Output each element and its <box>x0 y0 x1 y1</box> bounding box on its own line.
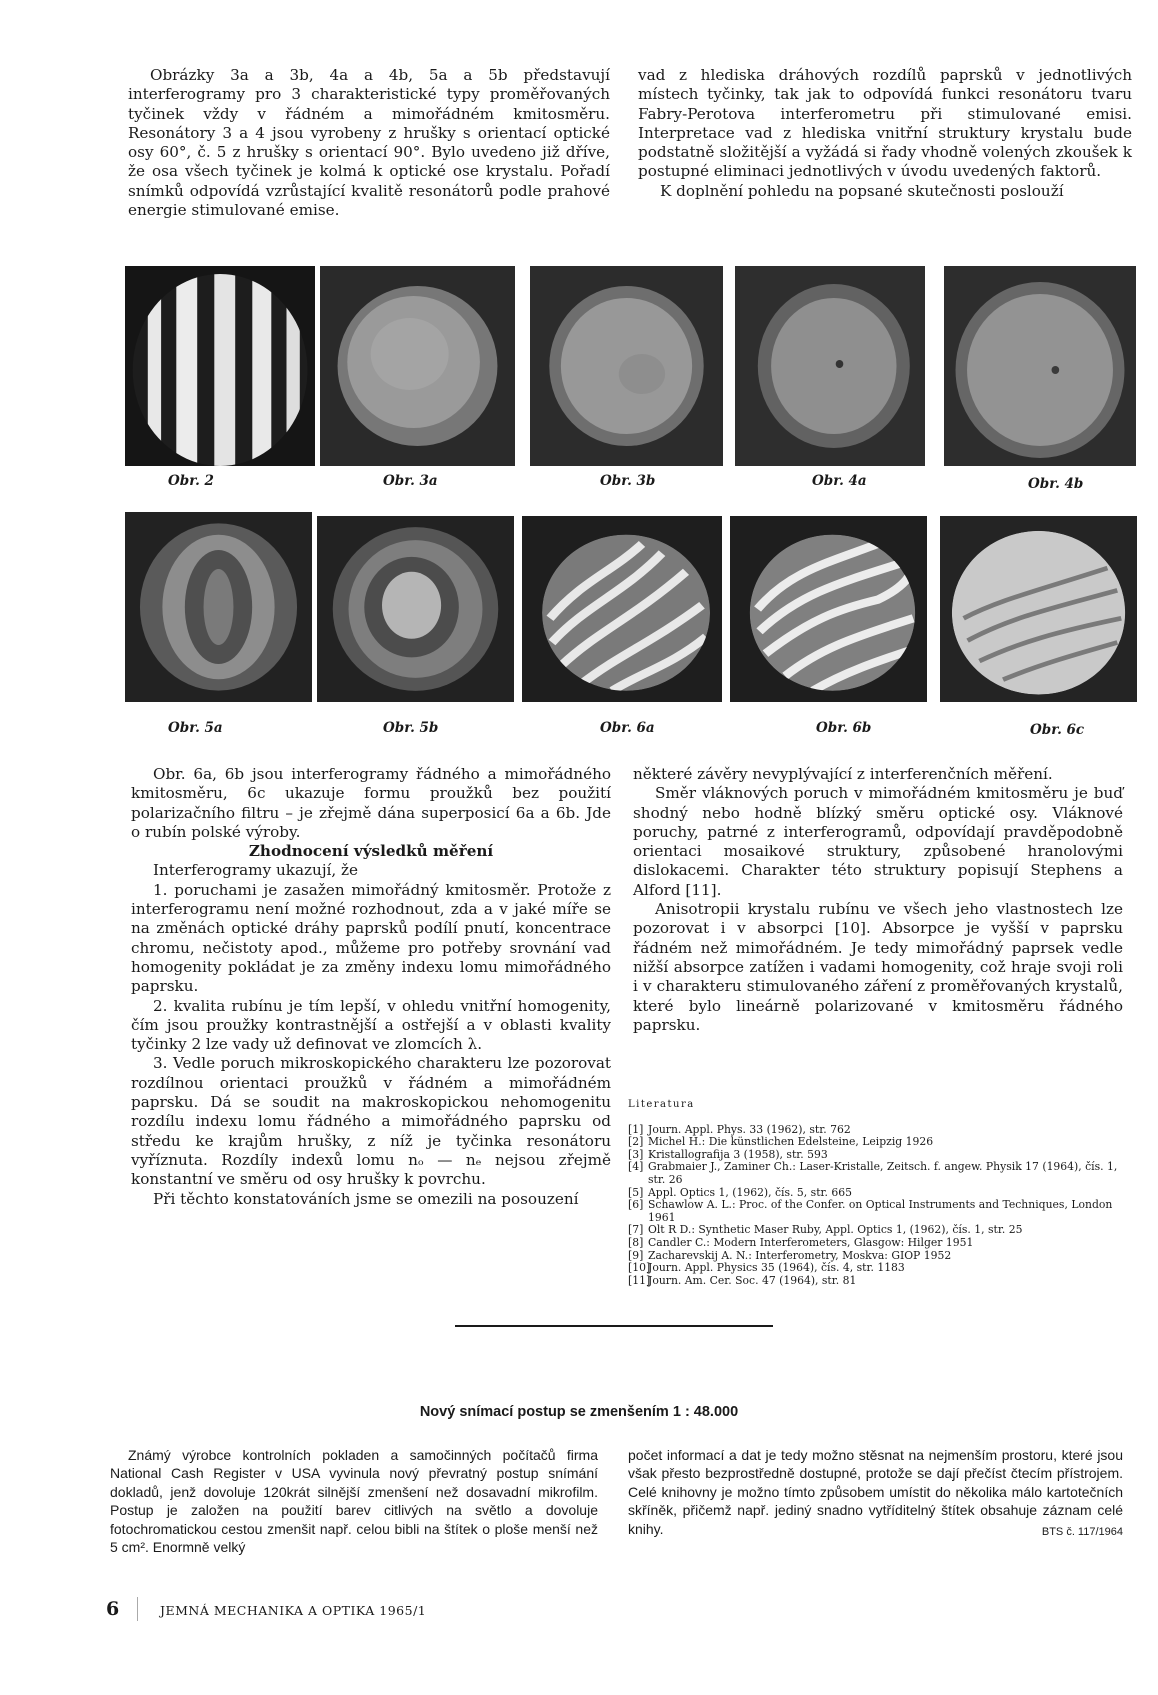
reference-text: Journ. Appl. Physics 35 (1964), čís. 4, str. 1183 <box>648 1261 905 1275</box>
reference-text: Olt R D.: Synthetic Maser Ruby, Appl. Optics 1, (1962), čís. 1, str. 25 <box>648 1223 1023 1237</box>
reference-item <box>628 1161 1128 1186</box>
figure-caption: Obr. 4b <box>1028 476 1084 492</box>
figure-caption: Obr. 2 <box>168 473 214 489</box>
reference-number: [11] <box>628 1273 651 1287</box>
right-column: některé závěry nevyplývající z interferenčních měření. Směr vláknových poruch v mimořádném kmitosměru je buď shodný nebo hodně blízký směru optické osy. Vláknové poruchy, patrné z interferogramů, odpovídají pravděpodobně orientaci mosaikové struktury, způsobené hranolovými dislokacemi. Charakter této struktury popisují Stephens a Alford [11]. Anisotropii krystalu rubínu ve všech jeho vlastnostech lze pozorovat i v absorpci [10]. Absorpce je vyšší v paprsku řádném než mimořádném. Je tedy mimořádný paprsek vedle nižší absorpce zatížen i vadami homogenity, což hraje svoji roli i v charakteru stimulovaného záření z proměřovaných krystalů, které bylo lineárně polarizované v kmitosměru řádného paprsku. <box>633 765 1123 1034</box>
reference-number: [9] <box>628 1248 644 1262</box>
reference-number: [3] <box>628 1147 644 1161</box>
reference-text: Grabmaier J., Zaminer Ch.: Laser-Kristalle, Zeitsch. f. angew. Physik 17 (1964), čís. 1, str. 26 <box>648 1160 1118 1186</box>
figure-obr-6a <box>522 516 722 702</box>
footer-separator <box>137 1597 138 1621</box>
figure-caption: Obr. 6a <box>600 720 655 736</box>
reference-text: Schawlow A. L.: Proc. of the Confer. on Optical Instruments and Techniques, London 1961 <box>648 1198 1113 1224</box>
reference-number: [5] <box>628 1185 644 1199</box>
figure-obr-2 <box>125 266 315 466</box>
reference-number: [2] <box>628 1135 644 1149</box>
reference-text: Zacharevskij A. N.: Interferometry, Moskva: GIOP 1952 <box>648 1248 952 1262</box>
section-heading: Zhodnocení výsledků měření <box>248 842 494 861</box>
reference-text: Michel H.: Die künstlichen Edelsteine, Leipzig 1926 <box>648 1135 934 1149</box>
figure-obr-3a <box>320 266 515 466</box>
reference-number: [8] <box>628 1235 644 1249</box>
figure-description: Obr. 6a, 6b jsou interferogramy řádného a mimořádného kmitosměru, 6c ukazuje formu proužků bez použití polarizačního filtru – je zřejmě dána superposicí 6a a 6b. Jde o rubín polské výroby. <box>131 765 611 841</box>
reference-number: [6] <box>628 1198 644 1212</box>
reference-number: [4] <box>628 1160 644 1174</box>
reference-text: Kristallografija 3 (1958), str. 593 <box>648 1147 828 1161</box>
figure-caption: Obr. 5b <box>383 720 439 736</box>
figure-caption: Obr. 6b <box>816 720 872 736</box>
reference-text: Appl. Optics 1, (1962), čís. 5, str. 665 <box>648 1185 852 1199</box>
figure-caption: Obr. 4a <box>812 473 867 489</box>
journal-name: JEMNÁ MECHANIKA A OPTIKA 1965/1 <box>160 1603 427 1618</box>
reference-number: [1] <box>628 1122 644 1136</box>
figure-obr-6c <box>940 516 1137 702</box>
reference-item <box>628 1136 1128 1149</box>
figure-obr-3b <box>530 266 723 466</box>
news-right: počet informací a dat je tedy možno stěsnat na nejmenším prostoru, které jsou však přesto bezprostředně dostupné, protože se dají přečíst čtecím přístrojem. Celé knihovny je možno tímto způsobem umístit do několika málo kartotečních skříněk, přičemž např. jediný snadno vytříditelný štítek obsahuje záznam celé knihy. BTS č. 117/1964 <box>628 1446 1123 1541</box>
top-left-paragraph: Obrázky 3a a 3b, 4a a 4b, 5a a 5b představují interferogramy pro 3 charakteristické typy proměřovaných tyčinek vždy v řádném a mimořádném kmitosměru. Resonátory 3 a 4 jsou vyrobeny z hrušky s orientací optické osy 60°, č. 5 z hrušky s orientací 90°. Bylo uvedeno již dříve, že osa všech tyčinek je kolmá k optické ose krystalu. Pořadí snímků odpovídá vzrůstající kvalitě resonátorů podle prahové energie stimulované emise. <box>128 66 610 220</box>
news-left: Známý výrobce kontrolních pokladen a samočinných počítačů firma National Cash Register v USA vyvinula nový převratný postup snímání dokladů, jenž dovoluje 120krát silnější zmenšení než dosavadní mikrofilm. Postup je založen na použití barev citlivých na světlo a dovoluje fotochromatickou cestou zmenšit např. celou bibli na štítek o ploše menší než 5 cm². Enormně velký <box>110 1447 598 1556</box>
reference-number: [10] <box>628 1261 651 1275</box>
figure-caption: Obr. 3a <box>383 473 438 489</box>
figure-caption: Obr. 5a <box>168 720 223 736</box>
figure-obr-6b <box>730 516 927 702</box>
reference-item <box>628 1275 1128 1288</box>
section-divider <box>455 1325 773 1327</box>
figure-obr-5b <box>317 516 514 702</box>
figure-caption: Obr. 3b <box>600 473 656 489</box>
reference-number: [7] <box>628 1223 644 1237</box>
news-source: BTS č. 117/1964 <box>1041 1526 1123 1539</box>
page-number: 6 <box>106 1598 120 1620</box>
news-title: Nový snímací postup se zmenšením 1 : 48.000 <box>419 1404 739 1420</box>
figure-obr-4a <box>735 266 925 466</box>
references <box>628 1099 1128 1287</box>
reference-item <box>628 1237 1128 1250</box>
references-heading: Literatura <box>628 1099 695 1110</box>
figure-caption: Obr. 6c <box>1030 722 1085 738</box>
reference-text: Candler C.: Modern Interferometers, Glasgow: Hilger 1951 <box>648 1235 974 1249</box>
reference-item <box>628 1262 1128 1275</box>
reference-text: Journ. Am. Cer. Soc. 47 (1964), str. 81 <box>648 1273 857 1287</box>
left-column: Obr. 6a, 6b jsou interferogramy řádného a mimořádného kmitosměru, 6c ukazuje formu proužků bez použití polarizačního filtru – je zřejmě dána superposicí 6a a 6b. Jde o rubín polské výroby. Zhodnocení výsledků měření Interferogramy ukazují, že 1. poruchami je zasažen mimořádný kmitosměr. Protože z interferogramu není možné rozhodnout, zda a v jaké míře se na změnách optické dráhy paprsků podílí pnutí, koncentrace chromu, nečistoty apod., můžeme pro potřeby srovnání vad homogenity pokládat je za změny indexu lomu mimořádného paprsku. 2. kvalita rubínu je tím lepší, v ohledu vnitřní homogenity, čím jsou proužky kontrastnější a ostřejší a v oblasti kvality tyčinky 2 lze vady už definovat ve zlomcích λ. 3. Vedle poruch mikroskopického charakteru lze pozorovat rozdílnou orientaci proužků v řádném a mimořádném paprsku. Dá se soudit na makroskopickou nehomogenitu rozdílu indexu lomu řádného a mimořádného paprsku od středu ke krajům hrušky, z níž je tyčinka resonátoru vyříznuta. Rozdíly indexů lomu nₒ — nₑ nejsou zřejmě konstantní ve směru od osy hrušky k povrchu. Při těchto konstatováních jsme se omezili na posouzení <box>131 765 611 1208</box>
reference-text: Journ. Appl. Phys. 33 (1962), str. 762 <box>648 1122 851 1136</box>
top-right-paragraphs: vad z hlediska dráhových rozdílů paprsků v jednotlivých místech tyčinky, tak jak to odpovídá funkci resonátoru tvaru Fabry-Perotova interferometru při stimulované emisi. Interpretace vad z hlediska vnitřní struktury krystalu bude podstatně složitější a vyžádá si řady vhodně volených zkoušek k postupné eliminaci jednotlivých v úvodu uvedených faktorů. K doplnění pohledu na popsané skutečnosti poslouží <box>638 66 1132 200</box>
figure-obr-5a <box>125 512 312 702</box>
figure-obr-4b <box>944 266 1136 466</box>
reference-item <box>628 1199 1128 1224</box>
